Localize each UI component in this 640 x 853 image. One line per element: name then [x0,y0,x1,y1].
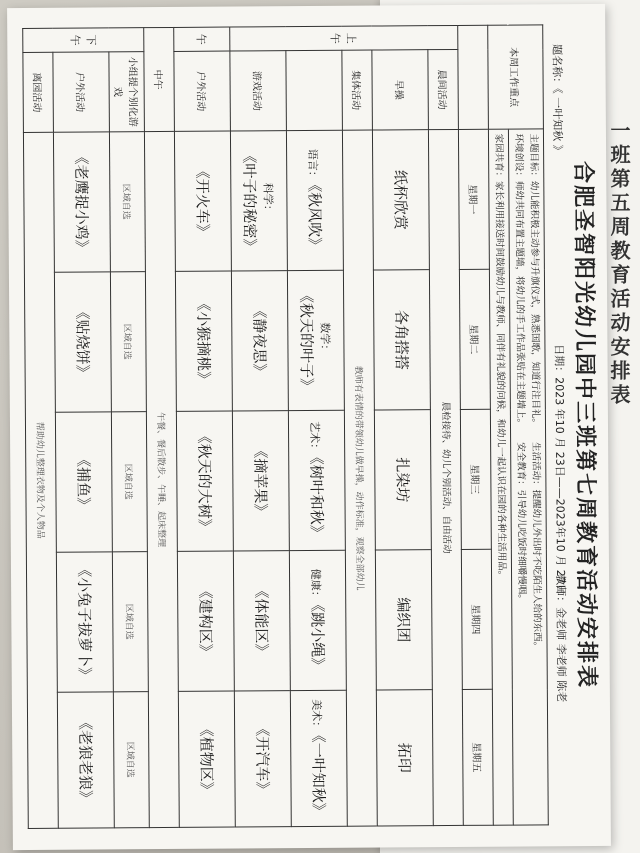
header-blank [458,25,489,129]
group-tue: 数学：《秋天的叶子》 [287,270,344,410]
morning-exercise-label: 早操 [372,50,429,130]
game-mon: 科学：《叶子的秘密》 [230,131,287,271]
theme-name: 题名称：《 一叶知秋 》 [550,44,565,156]
outdoor-am-mon: 《开火车》 [174,131,231,271]
day-header-wed: 星期三 [460,409,491,549]
goal-text: 主题目标：幼儿能积极主动参与升旗仪式，熟悉国歌，知道行注目礼。 生活活动：提醒幼儿外出时不吃陌生人给的东西。 [527,133,543,652]
outdoor-am-fri: 《植物区》 [178,691,235,827]
game-activity-label: 游戏活动 [230,51,287,131]
game-tue: 《静夜思》 [231,271,288,411]
group-fri: 美术：《一叶知秋》 [290,690,347,826]
outdoor-am-thu: 《建构区》 [177,551,234,691]
small-group-wed: 区域自选 [111,412,147,552]
outdoor-pm-fri: 《老狼老狼》 [57,692,114,828]
morning-activity-content: 晨检接待、幼儿个别活动、自由活动 [428,129,463,825]
exercise-tue: 各角搭搭 [373,270,430,410]
family-row: 家园共育：家长利用接送时间鼓励幼儿与教师、同伴有礼貌的问候，和幼儿一起认识在园的各种生活用品。 [488,129,513,825]
small-group-label: 小组提个别化游戏 [109,52,145,132]
outdoor-pm-tue: 《贴烧饼》 [54,272,111,412]
leave-content: 帮助幼儿整理衣物及个人物品 [23,132,58,828]
outdoor-pm-mon: 《老鹰捉小鸡》 [53,132,110,272]
schedule-content [7,4,611,850]
day-header-thu: 星期四 [461,549,492,689]
leave-label: 离园活动 [23,52,54,132]
outdoor-pm-thu: 《小兔子拔萝卜》 [56,552,113,692]
afternoon-label: 下 午 [23,28,144,53]
small-group-mon: 区域自选 [109,132,145,272]
outdoor-pm-label: 户外活动 [53,52,110,132]
weekly-focus-label: 本周工作重点 [488,25,544,129]
group-wed: 艺术：《树叶和秋》 [288,410,345,550]
small-group-tue: 区域自选 [110,272,146,412]
morning-activity-label: 晨间活动 [428,49,459,129]
outdoor-am-wed: 《秋天的大树》 [176,411,233,551]
exercise-thu: 编织团 [375,550,432,690]
group-thu: 健康：《跳小绳》 [289,550,346,690]
underlying-sheet-title: 一班第五周教育活动安排表 [607,120,631,408]
exercise-mon: 纸杯欣赏 [372,130,429,270]
game-thu: 《体能区》 [233,551,290,691]
group-mon: 语言：《秋风吹》 [286,130,343,270]
exercise-wed: 扎染坊 [374,410,431,550]
small-group-thu: 区域自选 [112,552,148,692]
game-wed: 《摘苹果》 [232,411,289,551]
teachers: 教师：金老师 李老师 陈老 [554,574,568,703]
schedule-sheet [7,4,611,850]
group-activity-label: 集体活动 [342,50,373,130]
day-header-tue: 星期二 [459,269,490,409]
schedule-table [22,24,549,829]
outdoor-am-label: 户外活动 [174,51,231,131]
day-header-mon: 星期一 [458,129,489,269]
game-fri: 《开汽车》 [234,691,291,827]
exercise-fri: 拓印 [376,690,433,826]
weekly-focus-content [508,129,548,825]
noon-label: 中午 [144,27,175,131]
outdoor-am-tue: 《小猴摘桃》 [175,271,232,411]
outdoor-pm-wed: 《捕鱼》 [55,412,112,552]
date-range: 日期：2023 年10 月 23日——2023年10 月 27日 [552,344,568,595]
morning-label: 上 午 [230,25,458,51]
noon-content: 午餐、餐后散步、午睡、起床整理 [144,131,179,827]
group-activity-note: 教师有表情的带领幼儿做早操，动作标准，观察全部幼儿 [342,130,377,826]
small-group-fri: 区域自选 [113,692,149,828]
group-activity-sub [286,50,343,130]
environment-text: 环境创设：师幼共同布置主题墙，将幼儿的手工作品张贴在主题墙上。 安全教育：引导幼儿吃饭时细嚼慢咽。 [512,133,528,604]
page-title: 合肥圣智阳光幼儿园中三班第七周教育活动安排表 [570,160,599,690]
morning-tail-label: 午 [174,27,230,51]
meta-row [545,14,571,836]
day-header-fri: 星期五 [462,689,493,825]
